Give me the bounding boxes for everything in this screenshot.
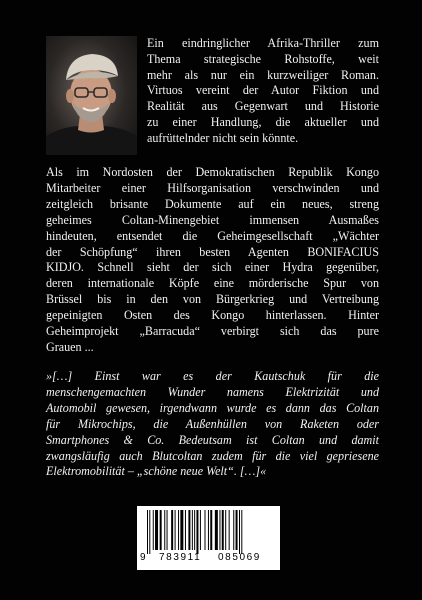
intro-line: zu einer Handlung, die aktueller und xyxy=(147,114,379,129)
barcode-bar xyxy=(241,510,242,554)
quote-line: »[…] Einst war es der Kautschuk für die xyxy=(46,369,379,383)
synopsis-line: Mitarbeiter einer Hilfsorganisation verschwinden und xyxy=(46,180,379,195)
barcode-bar xyxy=(160,510,162,550)
barcode-bar xyxy=(219,510,220,550)
synopsis-line: Brüssel bis in den von Bürgerkrieg und Vertreibung xyxy=(46,292,379,307)
barcode-bar xyxy=(192,510,193,550)
barcode-bar xyxy=(210,510,212,550)
intro-line: aufrüttelnder nicht sein könnte. xyxy=(147,130,299,145)
synopsis-line: zeitgleich brisante Dokumente auf ein neues, streng xyxy=(46,196,379,211)
barcode-digits-right: 085069 xyxy=(218,552,261,563)
barcode-bars xyxy=(143,510,274,554)
barcode-bar xyxy=(205,510,206,550)
barcode-bar xyxy=(180,510,183,550)
synopsis-line: Geheimprojekt „Barracuda“ verbirgt sich das pure xyxy=(46,324,379,339)
excerpt-quote xyxy=(46,369,379,480)
barcode-bar xyxy=(178,510,179,550)
barcode-bar xyxy=(188,510,190,550)
intro-line: Thema strategische Rohstoffe, weit xyxy=(147,51,379,66)
synopsis-line: der Schöpfung“ ihren besten Agenten BONIFACIUS xyxy=(46,244,379,259)
author-photo xyxy=(46,36,137,155)
barcode-digits-left: 783911 xyxy=(159,552,202,563)
barcode-bar xyxy=(175,510,176,550)
intro-line: Realität aus Gegenwart und Historie xyxy=(147,99,379,114)
synopsis-line: Grauen ... xyxy=(46,339,94,354)
isbn-barcode xyxy=(137,506,280,570)
barcode-bar xyxy=(233,510,234,550)
barcode-bar xyxy=(153,510,154,550)
quote-line: Smartphones & Co. Bedeutsam ist Coltan und damit xyxy=(46,432,379,447)
quote-line: Elektromobilität – „schöne neue Welt“. […]« xyxy=(46,464,267,479)
barcode-bar xyxy=(147,510,148,554)
synopsis-line: gepeinigten Osten des Kongo hinterlassen. Hinter xyxy=(46,308,379,323)
barcode-bar xyxy=(222,510,224,550)
barcode-bar xyxy=(167,510,168,550)
quote-line: zwangsläufig auch Blutcoltan zudem für die viel gepriesene xyxy=(46,448,379,463)
barcode-bar xyxy=(185,510,186,550)
barcode-bar xyxy=(208,510,209,550)
quote-line: menschengemachten Wunder namens Elektrizität und xyxy=(46,384,379,399)
synopsis-line: KIDJO. Schnell sieht der sich einer Hydra gegenüber, xyxy=(46,260,379,275)
author-portrait-image xyxy=(46,36,137,155)
synopsis-paragraph xyxy=(46,165,379,356)
synopsis-line: geheimes Coltan-Minengebiet immensen Ausmaßes xyxy=(46,212,379,227)
barcode-bar xyxy=(164,510,165,550)
synopsis-line: deren internationale Köpfe eine mörderische Spur von xyxy=(46,276,379,291)
synopsis-line: hindeuten, entsendet die Geheimgesellschaft „Wächter xyxy=(46,228,379,243)
barcode-bar xyxy=(200,510,201,550)
barcode-digit-first: 9 xyxy=(140,552,147,563)
barcode-bar xyxy=(171,510,173,550)
barcode-bar xyxy=(155,510,158,550)
barcode-bar xyxy=(194,510,195,550)
barcode-bar xyxy=(229,510,230,550)
intro-line: mehr als nur ein kurzweiliger Roman. xyxy=(147,67,379,82)
intro-paragraph xyxy=(147,36,379,147)
intro-line: Virtuos vereint der Autor Fiktion und xyxy=(147,83,379,98)
barcode-bar xyxy=(225,510,226,550)
barcode-bar xyxy=(215,510,218,550)
barcode-bar xyxy=(149,510,150,554)
intro-line: Ein eindringlicher Afrika-Thriller zum xyxy=(147,36,379,50)
barcode-bar xyxy=(196,510,198,554)
synopsis-line: Als im Nordosten der Demokratischen Republik Kongo xyxy=(46,165,379,179)
barcode-bar xyxy=(236,510,238,550)
quote-line: für Mikrochips, die Außenhüllen von Raketen oder xyxy=(46,416,379,431)
barcode-bar xyxy=(239,510,240,554)
quote-line: Automobil gewesen, irgendwann wurde es dann das Coltan xyxy=(46,400,379,415)
